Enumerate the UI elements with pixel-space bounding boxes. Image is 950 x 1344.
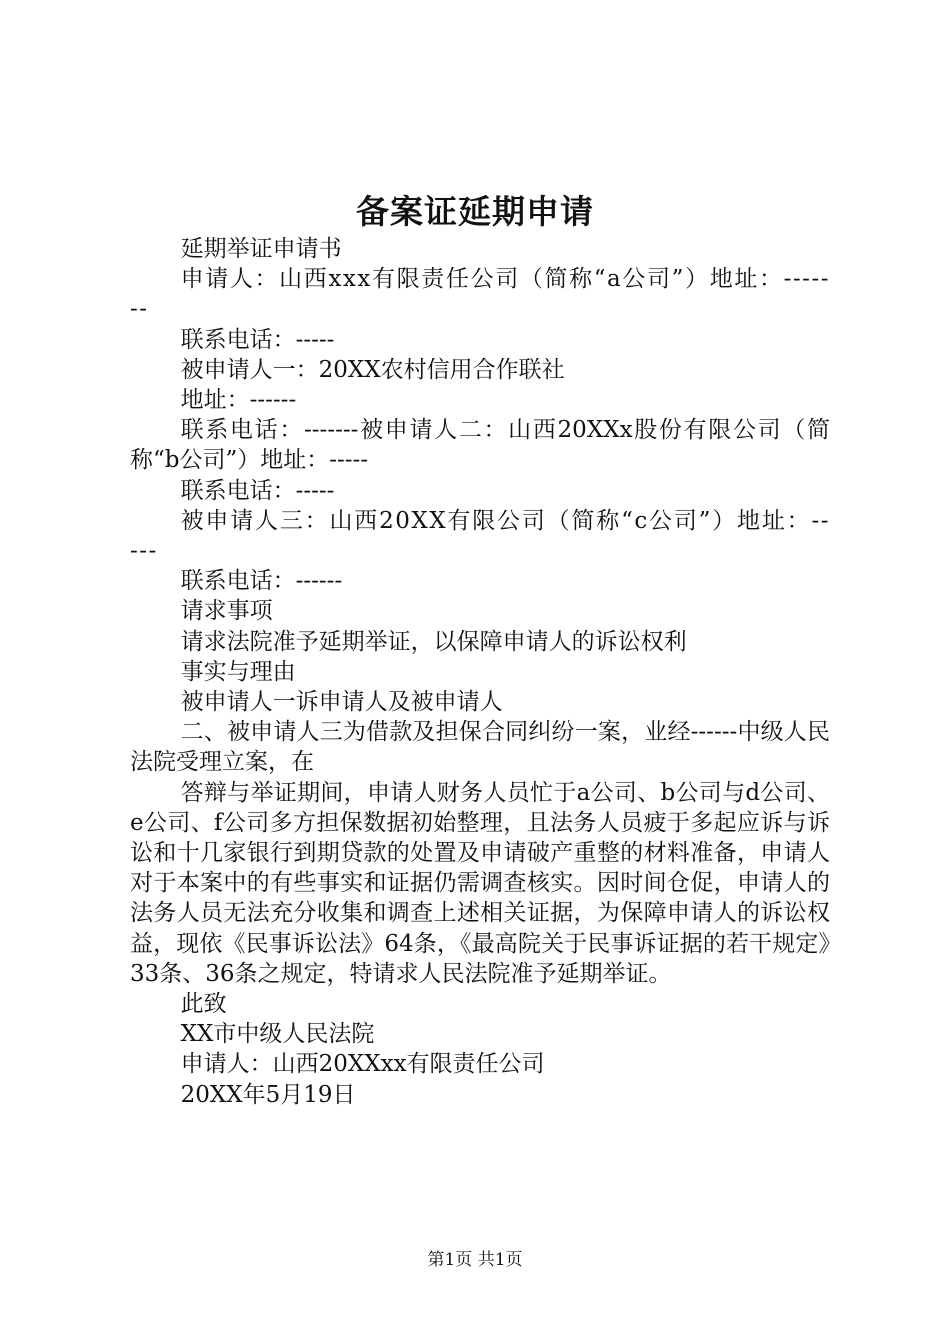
document-body (130, 234, 830, 1110)
paragraph-respondent-one: 被申请人一：20XX农村信用合作联社 (180, 356, 565, 383)
paragraph-respondent-two-phone: 联系电话：----- (180, 477, 335, 504)
paragraph-fact-one: 被申请人一诉申请人及被申请人 (180, 689, 503, 716)
paragraph-applicant: 申请人：山西xxx有限责任公司（简称“a公司”）地址：------- (130, 266, 830, 323)
paragraph-salutation: 此致 (180, 991, 227, 1018)
paragraph-respondent-one-address: 地址：------ (180, 387, 297, 414)
paragraph-respondent-three: 被申请人三：山西20XX有限公司（简称“c公司”）地址：----- (130, 507, 830, 565)
document-title: 备案证延期申请 (356, 192, 594, 231)
paragraph-heading: 延期举证申请书 (180, 236, 342, 262)
paragraph-fact-three: 答辩与举证期间，申请人财务人员忙于a公司、b公司与d公司、e公司、f公司多方担保数据初始整理，且法务人员疲于多起应诉与诉讼和十几家银行到期贷款的处置及申请破产重整的材料准备，申请人对于本案中的有些事实和证据仍需调查核实。因时间仓促，申请人的法务人员无法充分收集和调查上述相关证据，为保障申请人的诉讼权益，现依《民事诉讼法》64条，《最高院关于民事诉证据的若干规定》33条、36条之规定，特请求人民法院准予延期举证。 (130, 779, 830, 987)
paragraph-fact-two: 二、被申请人三为借款及担保合同纠纷一案，业经------中级人民法院受理立案，在 (130, 719, 830, 776)
paragraph-court: XX市中级人民法院 (180, 1021, 375, 1048)
paragraph-facts-heading: 事实与理由 (180, 658, 296, 685)
paragraph-respondent-two: 联系电话：-------被申请人二：山西20XXx股份有限公司（简称“b公司”）地址：----- (130, 417, 830, 474)
paragraph-request-heading: 请求事项 (180, 598, 273, 625)
page-footer: 第1页 共1页 (427, 1250, 523, 1270)
paragraph-signature: 申请人：山西20XXxx有限责任公司 (180, 1051, 545, 1078)
paragraph-applicant-phone: 联系电话：----- (180, 326, 335, 353)
paragraph-respondent-three-phone: 联系电话：------ (180, 568, 343, 595)
paragraph-date: 20XX年5月19日 (180, 1081, 356, 1108)
paragraph-request: 请求法院准予延期举证，以保障申请人的诉讼权利 (180, 628, 687, 655)
